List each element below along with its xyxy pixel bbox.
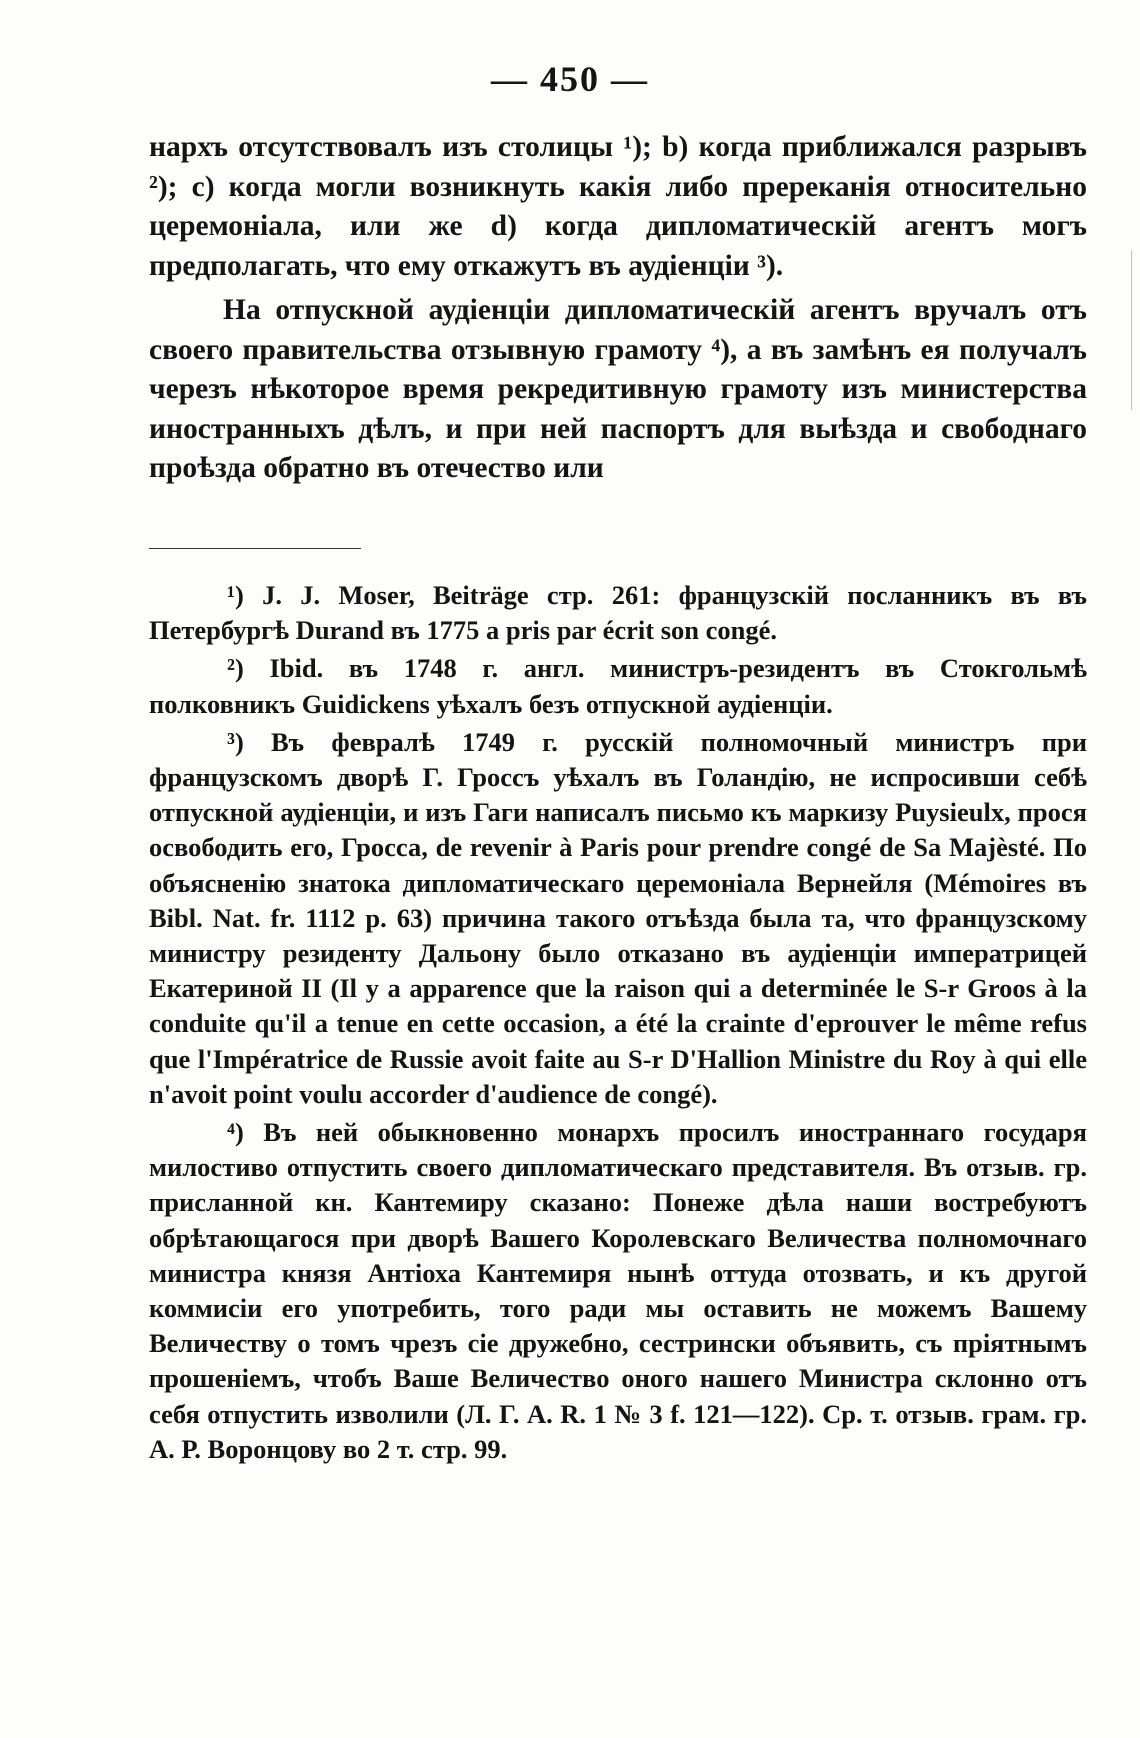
- footnotes: [149, 578, 1087, 1467]
- main-paragraph-1: нархъ отсутствовалъ изъ столицы ¹); b) когда приближался разрывъ ²); c) когда могли возникнуть какія либо пререканія относительно церемоніала, или же d) когда дипломатическій агентъ могъ предполагать, что ему откажутъ въ аудіенціи ³).: [149, 131, 1087, 282]
- footnote-3: ³) Въ февралѣ 1749 г. русскій полномочный министръ при французскомъ дворѣ Г. Гроссъ уѣхалъ въ Голандію, не испросивши себѣ отпускной аудіенціи, и изъ Гаги написалъ письмо къ маркизу Puysieulx, прося освободить его, Гросса, de revenir à Paris pour prendre congé de Sa Majèsté. По объясненію знатока дипломатическаго церемоніала Вернейля (Mémoires въ Bibl. Nat. fr. 1112 p. 63) причина такого отъѣзда была та, что французскому министру резиденту Дальону было отказано въ аудіенціи императрицей Екатериной II (Il y a apparence que la raison qui a determinée le S-r Groos à la conduite qu'il a tenue en cette occasion, a été la crainte d'eprouver le même refus que l'Impératrice de Russie avoit faite au S-r D'Hallion Ministre du Roy à qui elle n'avoit point voulu accorder d'audience de congé).: [149, 726, 1087, 1109]
- scan-margin-line: [1131, 250, 1132, 410]
- main-paragraph-2: На отпускной аудіенціи дипломатическій агентъ вручалъ отъ своего правительства отзывную грамоту ⁴), а въ замѣнъ ея получалъ черезъ нѣкоторое время рекредитивную грамоту изъ министерства иностранныхъ дѣлъ, и при ней паспортъ для выѣзда и свободнаго проѣзда обратно въ отечество или: [149, 294, 1087, 484]
- footnote-4: ⁴) Въ ней обыкновенно монархъ просилъ иностраннаго государя милостиво отпустить своего дипломатическаго представителя. Въ отзыв. гр. присланной кн. Кантемиру сказано: Понеже дѣла наши востребуютъ обрѣтающагося при дворѣ Вашего Королевскаго Величества полномочнаго министра князя Антіоха Кантемиря нынѣ оттуда отозвать, и къ другой коммисіи его употребить, того ради мы оставить не можемъ Вашему Величеству о томъ чрезъ сіе дружебно, сестрински объявить, съ пріятнымъ прошеніемъ, чтобъ Ваше Величество оного нашего Министра склонно отъ себя отпустить изволили (Л. Г. А. R. 1 № 3 f. 121—122). Ср. т. отзыв. грам. гр. А. Р. Воронцову во 2 т. стр. 99.: [149, 1117, 1087, 1464]
- page-number: — 450 —: [491, 59, 649, 99]
- footnote-2: ²) Ibid. въ 1748 г. англ. министръ-резидентъ въ Стокгольмѣ полковникъ Guidickens уѣхалъ безъ отпускной аудіенціи.: [149, 653, 1087, 719]
- footnote-divider: [149, 548, 361, 549]
- footnote-1: ¹) J. J. Moser, Beiträge стр. 261: французскій посланникъ въ въ Петербургѣ Durand въ 1775 a pris par écrit son congé.: [149, 580, 1087, 646]
- main-text: [149, 128, 1087, 489]
